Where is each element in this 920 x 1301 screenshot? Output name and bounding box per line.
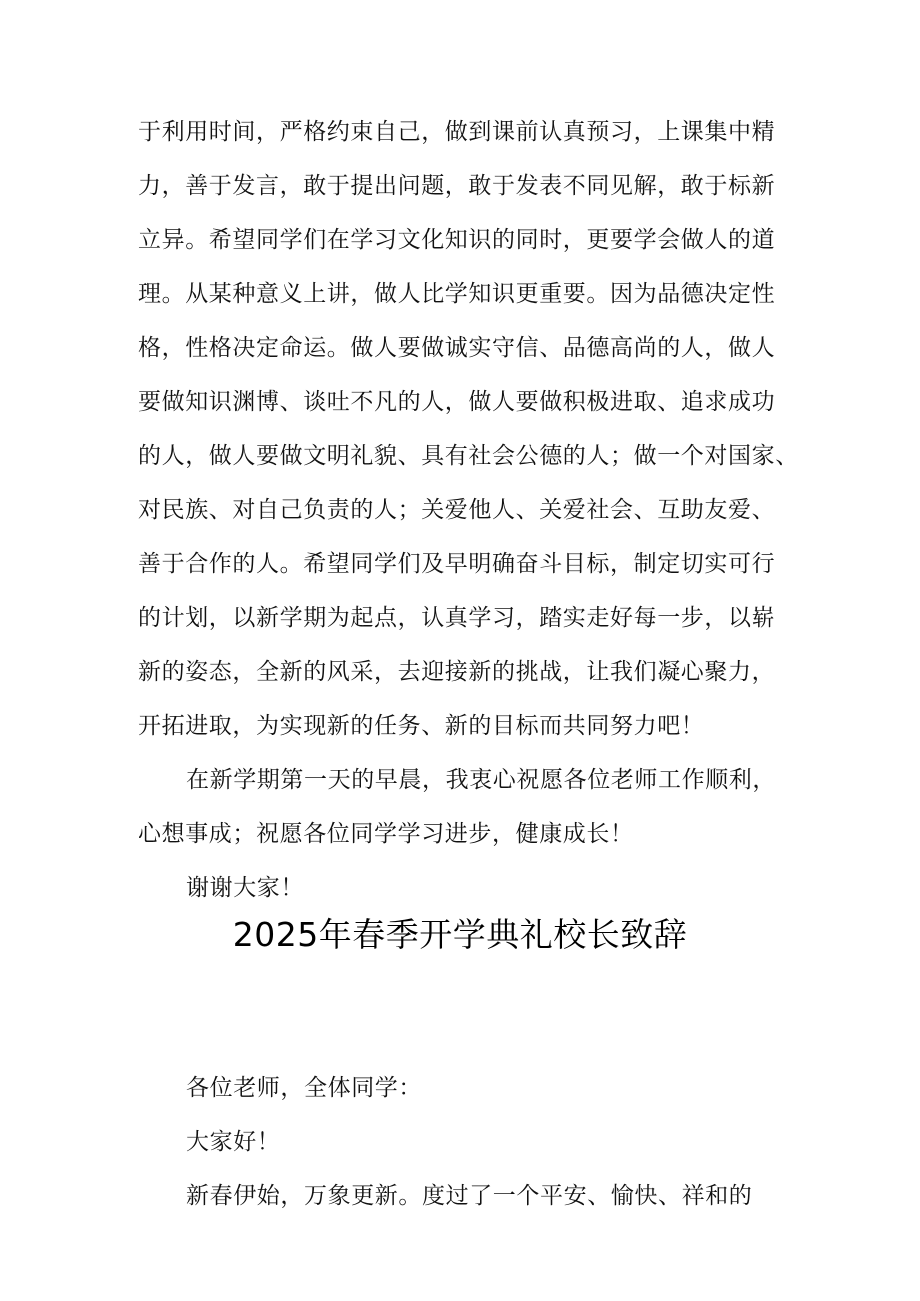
greeting-text: 大家好！: [186, 1129, 281, 1155]
body-text-line: 理。从某种意义上讲，做人比学知识更重要。因为品德决定性: [138, 281, 776, 307]
body-text-line: 善于合作的人。希望同学们及早明确奋斗目标，制定切实可行: [138, 551, 776, 577]
body-text-line: 于利用时间，严格约束自己，做到课前认真预习，上课集中精: [138, 119, 776, 145]
body-text-line: 的人，做人要做文明礼貌、具有社会公德的人；做一个对国家、: [138, 443, 799, 469]
body-text-line: 要做知识渊博、谈吐不凡的人，做人要做积极进取、追求成功: [138, 389, 776, 415]
wish-text-line: 心想事成；祝愿各位同学学习进步，健康成长！: [138, 821, 634, 847]
wish-text-line: 在新学期第一天的早晨，我衷心祝愿各位老师工作顺利，: [186, 767, 776, 793]
body-text-line: 格，性格决定命运。做人要做诚实守信、品德高尚的人，做人: [138, 335, 776, 361]
body-text-line: 立异。希望同学们在学习文化知识的同时，更要学会做人的道: [138, 227, 776, 253]
body-text-line: 的计划，以新学期为起点，认真学习，踏实走好每一步，以崭: [138, 605, 776, 631]
speech-title: 2025年春季开学典礼校长致辞: [232, 915, 688, 954]
opening-text-line: 新春伊始，万象更新。度过了一个平安、愉快、祥和的: [186, 1183, 753, 1209]
body-text-line: 力，善于发言，敢于提出问题，敢于发表不同见解，敢于标新: [138, 173, 776, 199]
body-text-line: 开拓进取，为实现新的任务、新的目标而共同努力吧！: [138, 713, 705, 739]
body-text-line: 对民族、对自己负责的人；关爱他人、关爱社会、互助友爱、: [138, 497, 776, 523]
salutation-text: 各位老师，全体同学：: [186, 1075, 422, 1101]
thanks-text: 谢谢大家！: [186, 875, 304, 901]
body-text-line: 新的姿态，全新的风采，去迎接新的挑战，让我们凝心聚力，: [138, 659, 776, 685]
